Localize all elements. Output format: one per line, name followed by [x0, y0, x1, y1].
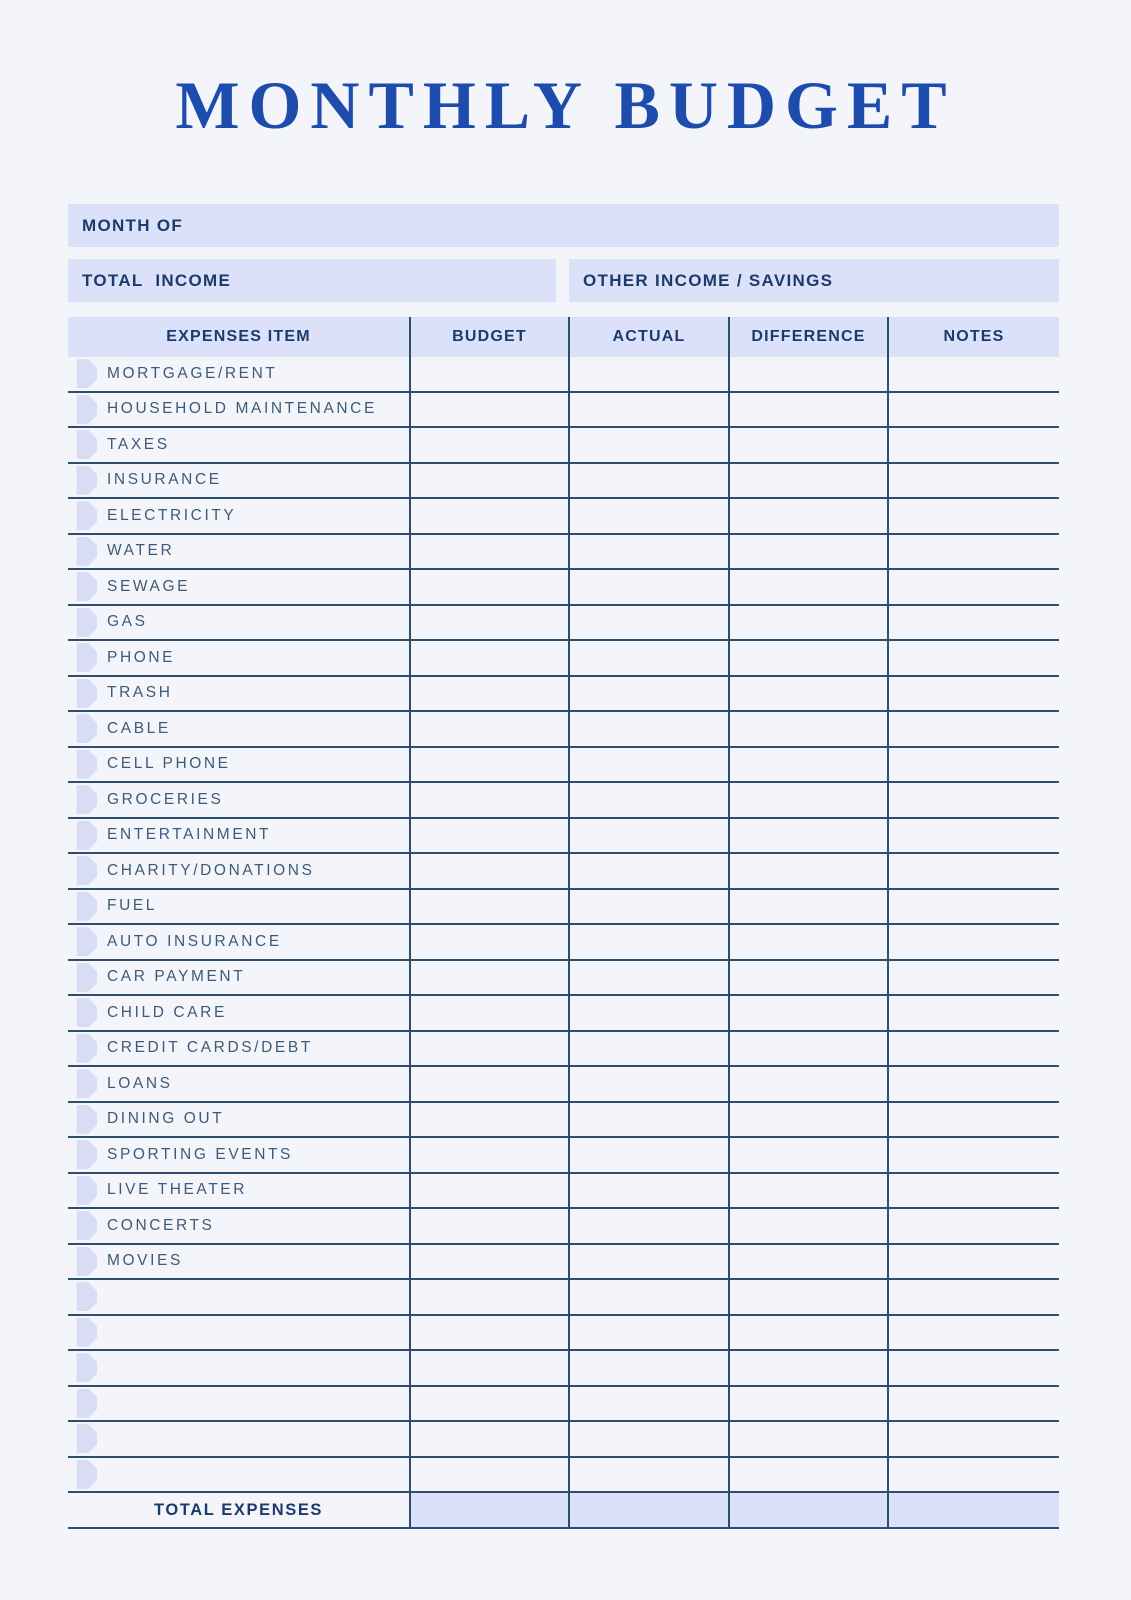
notes-cell[interactable]	[887, 1103, 1059, 1137]
expense-item-cell	[68, 1316, 409, 1350]
table-row	[68, 464, 1059, 500]
octagon-bullet-icon	[68, 608, 97, 637]
actual-cell[interactable]	[568, 1458, 728, 1492]
actual-cell[interactable]	[568, 1351, 728, 1385]
table-row	[68, 1209, 1059, 1245]
table-header-row	[68, 317, 1059, 357]
octagon-bullet-icon	[68, 466, 97, 495]
table-row	[68, 748, 1059, 784]
difference-cell[interactable]	[728, 1067, 887, 1101]
header-budget: BUDGET	[409, 317, 568, 357]
table-row	[68, 1351, 1059, 1387]
actual-cell[interactable]	[568, 1422, 728, 1456]
other-income-savings-label: OTHER INCOME / SAVINGS	[583, 270, 834, 290]
difference-cell[interactable]	[728, 890, 887, 924]
notes-cell[interactable]	[887, 393, 1059, 427]
actual-cell[interactable]	[568, 1245, 728, 1279]
table-row	[68, 1032, 1059, 1068]
octagon-bullet-icon	[68, 430, 97, 459]
table-row	[68, 393, 1059, 429]
notes-cell[interactable]	[887, 1245, 1059, 1279]
expense-label: WATER	[107, 542, 175, 560]
expense-item-cell	[68, 1387, 409, 1421]
expense-label: SEWAGE	[107, 577, 191, 595]
table-row	[68, 1245, 1059, 1281]
octagon-bullet-icon	[68, 1424, 97, 1453]
difference-cell[interactable]	[728, 1209, 887, 1243]
octagon-bullet-icon	[68, 892, 97, 921]
table-row	[68, 890, 1059, 926]
octagon-bullet-icon	[68, 714, 97, 743]
total-notes-cell[interactable]	[887, 1493, 1059, 1527]
expense-item-cell	[68, 996, 409, 1030]
octagon-bullet-icon	[68, 998, 97, 1027]
header-actual: ACTUAL	[568, 317, 728, 357]
expense-label: GROCERIES	[107, 790, 224, 808]
actual-cell[interactable]	[568, 961, 728, 995]
octagon-bullet-icon	[68, 1353, 97, 1382]
notes-cell[interactable]	[887, 1458, 1059, 1492]
header-expenses-item: EXPENSES ITEM	[166, 328, 311, 345]
octagon-bullet-icon	[68, 1247, 97, 1276]
notes-cell[interactable]	[887, 570, 1059, 604]
notes-cell[interactable]	[887, 819, 1059, 853]
expense-label: GAS	[107, 613, 148, 631]
actual-cell[interactable]	[568, 464, 728, 498]
expense-item-cell	[68, 1458, 409, 1492]
expense-item-cell	[68, 712, 409, 746]
actual-cell[interactable]	[568, 712, 728, 746]
notes-cell[interactable]	[887, 428, 1059, 462]
notes-cell[interactable]	[887, 357, 1059, 391]
budget-cell[interactable]	[409, 357, 568, 391]
octagon-bullet-icon	[68, 1389, 97, 1418]
table-row	[68, 1138, 1059, 1174]
table-row	[68, 606, 1059, 642]
expense-label: LOANS	[107, 1074, 173, 1092]
difference-cell[interactable]	[728, 1138, 887, 1172]
notes-cell[interactable]	[887, 854, 1059, 888]
actual-cell[interactable]	[568, 677, 728, 711]
notes-cell[interactable]	[887, 1316, 1059, 1350]
expense-label: CHARITY/DONATIONS	[107, 861, 315, 879]
notes-cell[interactable]	[887, 535, 1059, 569]
table-row	[68, 783, 1059, 819]
difference-cell[interactable]	[728, 464, 887, 498]
difference-cell[interactable]	[728, 1316, 887, 1350]
budget-cell[interactable]	[409, 570, 568, 604]
table-row	[68, 996, 1059, 1032]
octagon-bullet-icon	[68, 395, 97, 424]
expense-item-cell	[68, 1245, 409, 1279]
budget-cell[interactable]	[409, 1316, 568, 1350]
expense-item-cell	[68, 961, 409, 995]
expense-item-cell	[68, 819, 409, 853]
table-row	[68, 1316, 1059, 1352]
budget-cell[interactable]	[409, 925, 568, 959]
expense-item-cell	[68, 1351, 409, 1385]
difference-cell[interactable]	[728, 748, 887, 782]
table-row	[68, 1422, 1059, 1458]
difference-cell[interactable]	[728, 641, 887, 675]
expense-item-cell	[68, 464, 409, 498]
table-row	[68, 961, 1059, 997]
notes-cell[interactable]	[887, 464, 1059, 498]
difference-cell[interactable]	[728, 1245, 887, 1279]
notes-cell[interactable]	[887, 1174, 1059, 1208]
table-row	[68, 925, 1059, 961]
budget-cell[interactable]	[409, 1103, 568, 1137]
expense-item-cell	[68, 854, 409, 888]
budget-cell[interactable]	[409, 961, 568, 995]
notes-cell[interactable]	[887, 677, 1059, 711]
expense-item-cell	[68, 1422, 409, 1456]
table-row	[68, 1387, 1059, 1423]
budget-cell[interactable]	[409, 748, 568, 782]
expense-item-cell	[68, 677, 409, 711]
actual-cell[interactable]	[568, 570, 728, 604]
expense-item-cell	[68, 1174, 409, 1208]
octagon-bullet-icon	[68, 963, 97, 992]
actual-cell[interactable]	[568, 996, 728, 1030]
budget-cell[interactable]	[409, 890, 568, 924]
expense-label: DINING OUT	[107, 1110, 225, 1128]
expense-label: CHILD CARE	[107, 1003, 227, 1021]
page-title: MONTHLY BUDGET	[175, 67, 956, 143]
notes-cell[interactable]	[887, 1280, 1059, 1314]
expense-item-cell	[68, 1280, 409, 1314]
notes-cell[interactable]	[887, 1422, 1059, 1456]
actual-cell[interactable]	[568, 606, 728, 640]
difference-cell[interactable]	[728, 499, 887, 533]
actual-cell[interactable]	[568, 1280, 728, 1314]
budget-cell[interactable]	[409, 1422, 568, 1456]
notes-cell[interactable]	[887, 961, 1059, 995]
octagon-bullet-icon	[68, 1282, 97, 1311]
budget-cell[interactable]	[409, 712, 568, 746]
octagon-bullet-icon	[68, 856, 97, 885]
expense-label: HOUSEHOLD MAINTENANCE	[107, 400, 377, 418]
actual-cell[interactable]	[568, 1032, 728, 1066]
expense-label: CONCERTS	[107, 1216, 215, 1234]
actual-cell[interactable]	[568, 1103, 728, 1137]
total-actual-cell[interactable]	[568, 1493, 728, 1527]
expense-label: ELECTRICITY	[107, 506, 237, 524]
expense-rows	[68, 357, 1059, 1493]
difference-cell[interactable]	[728, 1458, 887, 1492]
expense-label: INSURANCE	[107, 471, 222, 489]
actual-cell[interactable]	[568, 748, 728, 782]
expense-item-cell	[68, 357, 409, 391]
notes-cell[interactable]	[887, 1032, 1059, 1066]
octagon-bullet-icon	[68, 1460, 97, 1489]
table-row	[68, 357, 1059, 393]
budget-cell[interactable]	[409, 1067, 568, 1101]
expense-label: CREDIT CARDS/DEBT	[107, 1039, 313, 1057]
budget-cell[interactable]	[409, 428, 568, 462]
difference-cell[interactable]	[728, 961, 887, 995]
octagon-bullet-icon	[68, 750, 97, 779]
difference-cell[interactable]	[728, 357, 887, 391]
table-row	[68, 1458, 1059, 1494]
difference-cell[interactable]	[728, 712, 887, 746]
budget-cell[interactable]	[409, 1245, 568, 1279]
octagon-bullet-icon	[68, 1211, 97, 1240]
expense-label: SPORTING EVENTS	[107, 1145, 293, 1163]
notes-cell[interactable]	[887, 641, 1059, 675]
budget-cell[interactable]	[409, 606, 568, 640]
octagon-bullet-icon	[68, 643, 97, 672]
expense-label: FUEL	[107, 897, 158, 915]
actual-cell[interactable]	[568, 1209, 728, 1243]
notes-cell[interactable]	[887, 1067, 1059, 1101]
expense-item-cell	[68, 499, 409, 533]
notes-cell[interactable]	[887, 1138, 1059, 1172]
budget-cell[interactable]	[409, 464, 568, 498]
difference-cell[interactable]	[728, 570, 887, 604]
budget-cell[interactable]	[409, 996, 568, 1030]
budget-cell[interactable]	[409, 819, 568, 853]
table-row	[68, 1067, 1059, 1103]
notes-cell[interactable]	[887, 925, 1059, 959]
budget-cell[interactable]	[409, 677, 568, 711]
total-expenses-row	[68, 1493, 1059, 1529]
difference-cell[interactable]	[728, 783, 887, 817]
actual-cell[interactable]	[568, 925, 728, 959]
actual-cell[interactable]	[568, 783, 728, 817]
expenses-table	[68, 317, 1059, 1529]
table-row	[68, 428, 1059, 464]
expense-item-cell	[68, 783, 409, 817]
notes-cell[interactable]	[887, 499, 1059, 533]
total-income-label: TOTAL INCOME	[82, 270, 232, 290]
table-row	[68, 1174, 1059, 1210]
budget-cell[interactable]	[409, 854, 568, 888]
expense-label: TAXES	[107, 435, 170, 453]
table-row	[68, 499, 1059, 535]
expense-label: CELL PHONE	[107, 755, 231, 773]
actual-cell[interactable]	[568, 393, 728, 427]
octagon-bullet-icon	[68, 1034, 97, 1063]
table-row	[68, 854, 1059, 890]
octagon-bullet-icon	[68, 501, 97, 530]
expense-item-cell	[68, 606, 409, 640]
total-income-field[interactable]	[68, 259, 556, 302]
octagon-bullet-icon	[68, 679, 97, 708]
octagon-bullet-icon	[68, 537, 97, 566]
expense-item-cell	[68, 890, 409, 924]
total-budget-cell[interactable]	[409, 1493, 568, 1527]
expense-label: ENTERTAINMENT	[107, 826, 272, 844]
actual-cell[interactable]	[568, 819, 728, 853]
actual-cell[interactable]	[568, 854, 728, 888]
notes-cell[interactable]	[887, 890, 1059, 924]
budget-cell[interactable]	[409, 1387, 568, 1421]
actual-cell[interactable]	[568, 1067, 728, 1101]
budget-cell[interactable]	[409, 535, 568, 569]
expense-item-cell	[68, 1103, 409, 1137]
difference-cell[interactable]	[728, 1351, 887, 1385]
other-income-savings-field[interactable]	[569, 259, 1059, 302]
budget-cell[interactable]	[409, 1032, 568, 1066]
table-row	[68, 819, 1059, 855]
octagon-bullet-icon	[68, 1176, 97, 1205]
notes-cell[interactable]	[887, 1209, 1059, 1243]
expense-item-cell	[68, 925, 409, 959]
octagon-bullet-icon	[68, 1105, 97, 1134]
expense-label: MOVIES	[107, 1252, 183, 1270]
table-row	[68, 570, 1059, 606]
octagon-bullet-icon	[68, 821, 97, 850]
notes-cell[interactable]	[887, 1351, 1059, 1385]
actual-cell[interactable]	[568, 1316, 728, 1350]
octagon-bullet-icon	[68, 1318, 97, 1347]
notes-cell[interactable]	[887, 748, 1059, 782]
difference-cell[interactable]	[728, 1387, 887, 1421]
actual-cell[interactable]	[568, 1174, 728, 1208]
table-row	[68, 712, 1059, 748]
octagon-bullet-icon	[68, 1140, 97, 1169]
expense-item-cell	[68, 1067, 409, 1101]
actual-cell[interactable]	[568, 1138, 728, 1172]
expense-item-cell	[68, 1138, 409, 1172]
difference-cell[interactable]	[728, 925, 887, 959]
budget-cell[interactable]	[409, 1458, 568, 1492]
difference-cell[interactable]	[728, 1103, 887, 1137]
month-of-label: MONTH OF	[82, 215, 184, 235]
expense-label: TRASH	[107, 684, 173, 702]
expense-item-cell	[68, 428, 409, 462]
expense-label: PHONE	[107, 648, 176, 666]
octagon-bullet-icon	[68, 572, 97, 601]
expense-label: MORTGAGE/RENT	[107, 364, 278, 382]
budget-cell[interactable]	[409, 1209, 568, 1243]
budget-cell[interactable]	[409, 499, 568, 533]
budget-cell[interactable]	[409, 1138, 568, 1172]
budget-cell[interactable]	[409, 783, 568, 817]
month-of-field[interactable]	[68, 204, 1059, 247]
expense-item-cell	[68, 535, 409, 569]
actual-cell[interactable]	[568, 1387, 728, 1421]
expense-item-cell	[68, 641, 409, 675]
difference-cell[interactable]	[728, 854, 887, 888]
difference-cell[interactable]	[728, 1422, 887, 1456]
budget-cell[interactable]	[409, 1174, 568, 1208]
octagon-bullet-icon	[68, 927, 97, 956]
budget-cell[interactable]	[409, 641, 568, 675]
octagon-bullet-icon	[68, 359, 97, 388]
expense-label: CAR PAYMENT	[107, 968, 246, 986]
expense-item-cell	[68, 393, 409, 427]
difference-cell[interactable]	[728, 606, 887, 640]
octagon-bullet-icon	[68, 785, 97, 814]
difference-cell[interactable]	[728, 1174, 887, 1208]
expense-label: LIVE THEATER	[107, 1181, 248, 1199]
notes-cell[interactable]	[887, 712, 1059, 746]
expense-item-cell	[68, 1032, 409, 1066]
difference-cell[interactable]	[728, 1032, 887, 1066]
expense-item-cell	[68, 748, 409, 782]
table-row	[68, 677, 1059, 713]
notes-cell[interactable]	[887, 996, 1059, 1030]
budget-cell[interactable]	[409, 1280, 568, 1314]
actual-cell[interactable]	[568, 428, 728, 462]
header-difference: DIFFERENCE	[728, 317, 887, 357]
budget-cell[interactable]	[409, 393, 568, 427]
table-row	[68, 535, 1059, 571]
actual-cell[interactable]	[568, 890, 728, 924]
difference-cell[interactable]	[728, 996, 887, 1030]
difference-cell[interactable]	[728, 535, 887, 569]
table-row	[68, 641, 1059, 677]
table-row	[68, 1280, 1059, 1316]
notes-cell[interactable]	[887, 606, 1059, 640]
notes-cell[interactable]	[887, 783, 1059, 817]
header-notes: NOTES	[887, 317, 1059, 357]
total-expenses-label: TOTAL EXPENSES	[153, 1500, 324, 1519]
actual-cell[interactable]	[568, 357, 728, 391]
difference-cell[interactable]	[728, 393, 887, 427]
budget-cell[interactable]	[409, 1351, 568, 1385]
actual-cell[interactable]	[568, 499, 728, 533]
table-row	[68, 1103, 1059, 1139]
difference-cell[interactable]	[728, 428, 887, 462]
expense-item-cell	[68, 570, 409, 604]
difference-cell[interactable]	[728, 677, 887, 711]
expense-item-cell	[68, 1209, 409, 1243]
difference-cell[interactable]	[728, 819, 887, 853]
total-difference-cell[interactable]	[728, 1493, 887, 1527]
actual-cell[interactable]	[568, 535, 728, 569]
actual-cell[interactable]	[568, 641, 728, 675]
expense-label: AUTO INSURANCE	[107, 932, 282, 950]
notes-cell[interactable]	[887, 1387, 1059, 1421]
difference-cell[interactable]	[728, 1280, 887, 1314]
expense-label: CABLE	[107, 719, 171, 737]
octagon-bullet-icon	[68, 1069, 97, 1098]
